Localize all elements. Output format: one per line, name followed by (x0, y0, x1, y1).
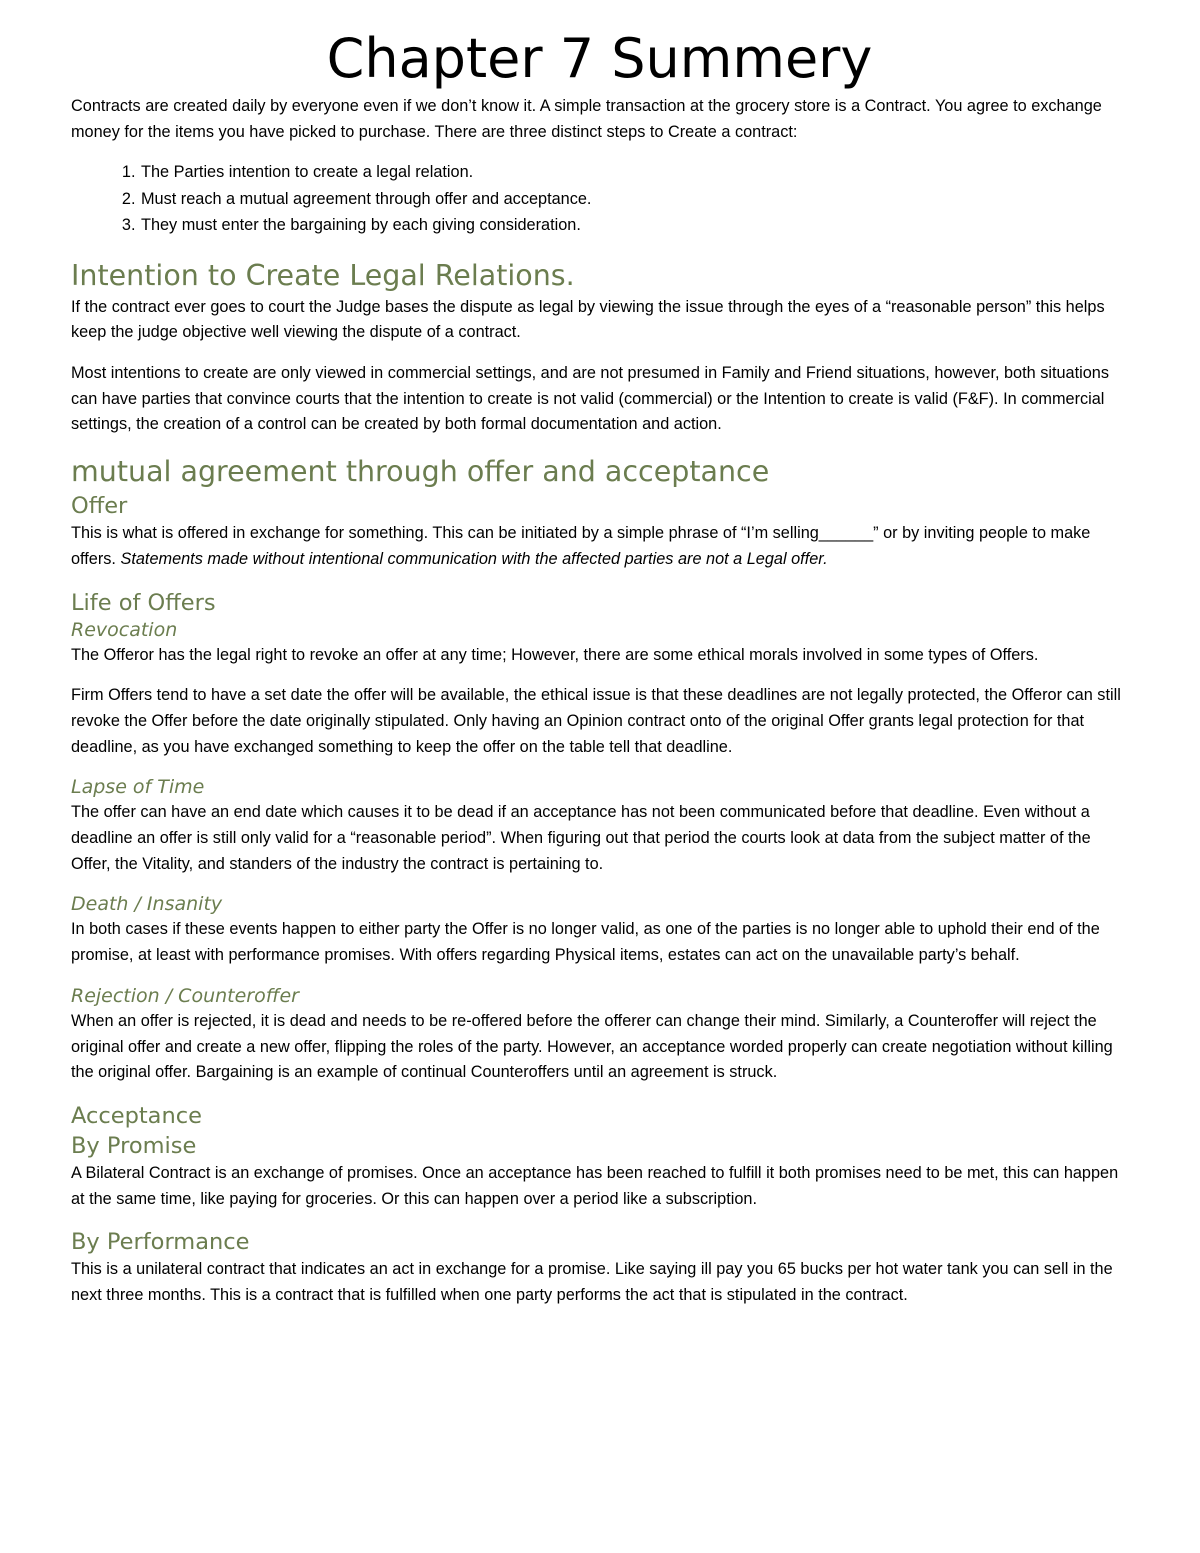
list-item: 3. They must enter the bargaining by each giving consideration. (140, 212, 1128, 238)
death-paragraph: In both cases if these events happen to either party the Offer is no longer valid, as one of the parties is no longer able to uphold their end of the promise, at least with performance promises. With offers regarding Physical items, estates can act on the unavailable party’s behalf. (71, 920, 1100, 965)
intention-paragraph-2: Most intentions to create are only viewed in commercial settings, and are not presumed in Family and Friend situations, however, both situations can have parties that convince courts that the intention to create is not valid (commercial) or the Intention to create is valid (F&F). In commercial settings, the creation of a control can be created by both formal documentation and action. (71, 364, 1110, 434)
heading-revocation: Revocation (71, 618, 178, 641)
heading-mutual-agreement: mutual agreement through offer and acceptance (71, 455, 770, 489)
revocation-paragraph-2: Firm Offers tend to have a set date the offer will be available, the ethical issue is that these deadlines are not legally protected, the Offeror can still revoke the Offer before the date originally stipulated. Only having an Opinion contract onto of the original Offer grants legal protection for that deadline, as you have exchanged something to keep the offer on the table tell that deadline. (71, 686, 1121, 756)
heading-death-insanity: Death / Insanity (71, 893, 223, 916)
performance-paragraph: This is a unilateral contract that indicates an act in exchange for a promise. Like saying ill pay you 65 bucks per hot water tank you can sell in the next three months. This is a contract that is fulfilled when one party performs the act that is stipulated in the contract. (71, 1260, 1113, 1305)
intention-paragraph-1: If the contract ever goes to court the Judge bases the dispute as legal by viewing the issue through the eyes of a “reasonable person” this helps keep the judge objective well viewing the dispute of a contract. (71, 297, 1105, 342)
list-item: 1. The Parties intention to create a legal relation. (140, 159, 1128, 185)
steps-list (71, 159, 1128, 238)
list-item: 2. Must reach a mutual agreement through offer and acceptance. (140, 186, 1128, 212)
heading-life-of-offers: Life of Offers (71, 589, 216, 616)
heading-offer: Offer (71, 493, 128, 520)
revocation-paragraph-1: The Offeror has the legal right to revoke an offer at any time; However, there are some ethical morals involved in some types of Offers. (71, 645, 1039, 664)
heading-by-performance: By Performance (71, 1229, 250, 1256)
heading-by-promise: By Promise (71, 1132, 197, 1159)
heading-lapse-of-time: Lapse of Time (71, 776, 205, 799)
heading-intention: Intention to Create Legal Relations. (71, 258, 575, 292)
heading-rejection-counteroffer: Rejection / Counteroffer (71, 984, 299, 1007)
offer-paragraph (71, 521, 1128, 572)
heading-acceptance: Acceptance (71, 1102, 202, 1129)
offer-text: This is what is offered in exchange for something. This can be initiated by a simple phrase of “I’m selling______” or by inviting people to make offers. (71, 524, 1091, 568)
intro-paragraph: Contracts are created daily by everyone even if we don’t know it. A simple transaction at the grocery store is a Contract. You agree to exchange money for the items you have picked to purchase. There are three distinct steps to Create a contract: (71, 97, 1102, 141)
rejection-paragraph: When an offer is rejected, it is dead and needs to be re-offered before the offerer can change their mind. Similarly, a Counteroffer will reject the original offer and create a new offer, flipping the roles of the party. However, an acceptance worded properly can create negotiation without killing the original offer. Bargaining is an example of continual Counteroffers until an agreement is struck. (71, 1011, 1113, 1082)
offer-text-italic: Statements made without intentional communication with the affected parties are not a Legal offer. (120, 549, 828, 568)
document-title: Chapter 7 Summery (326, 27, 873, 90)
promise-paragraph: A Bilateral Contract is an exchange of promises. Once an acceptance has been reached to fulfill it both promises need to be met, this can happen at the same time, like paying for groceries. Or this can happen over a period like a subscription. (71, 1163, 1119, 1208)
lapse-paragraph: The offer can have an end date which causes it to be dead if an acceptance has not been communicated before that deadline. Even without a deadline an offer is still only valid for a “reasonable period”. When figuring out that period the courts look at data from the subject matter of the Offer, the Vitality, and standers of the industry the contract is pertaining to. (71, 803, 1091, 873)
